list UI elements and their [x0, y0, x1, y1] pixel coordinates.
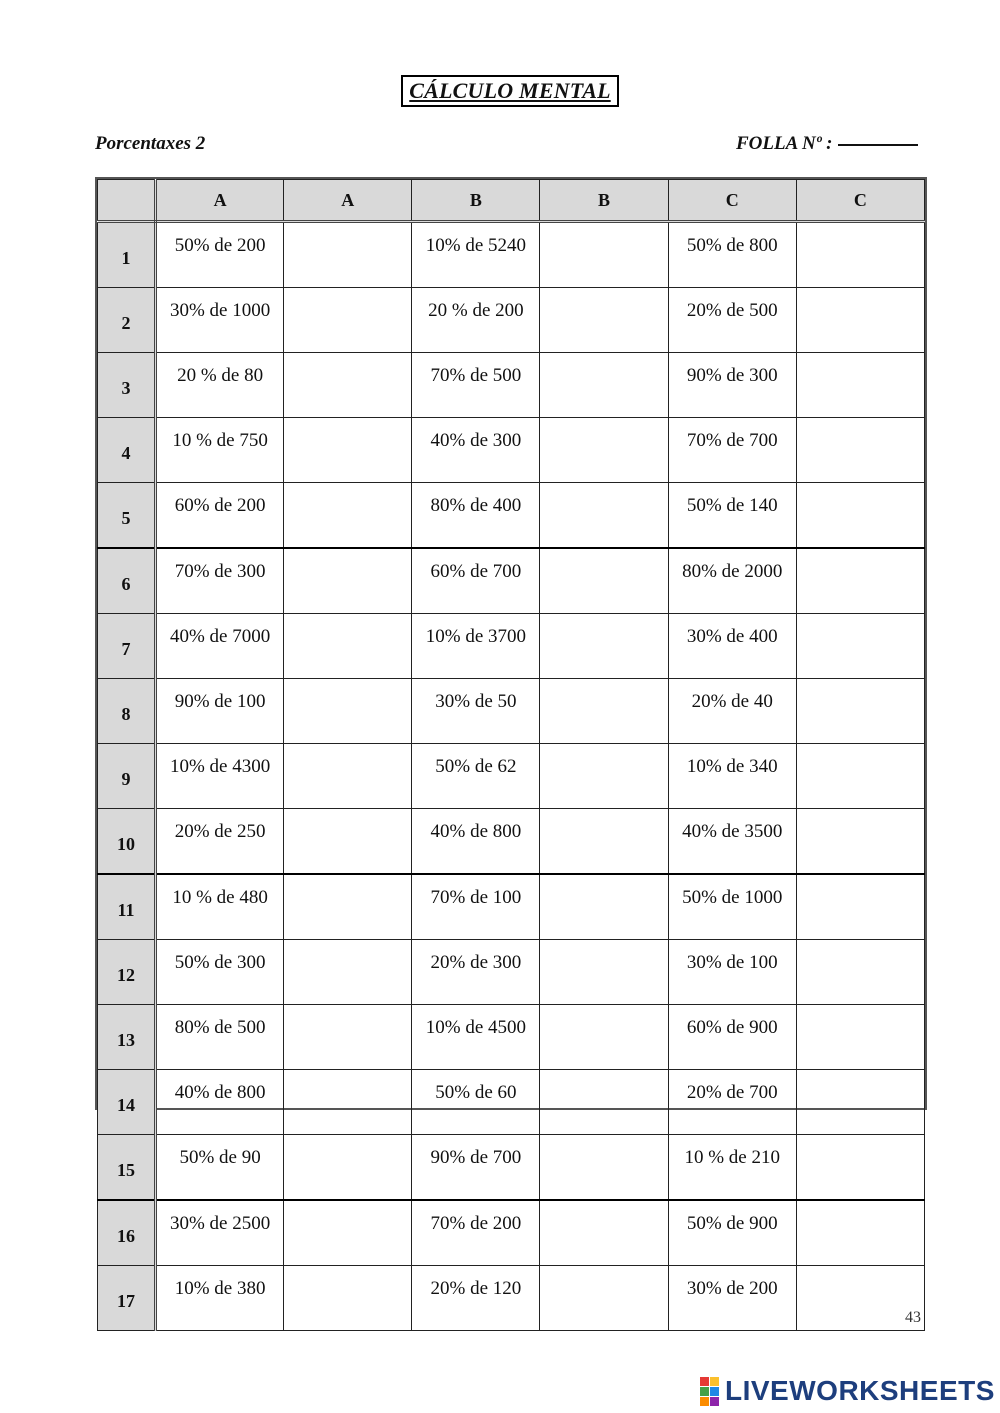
question-cell-a: 30% de 2500 — [156, 1200, 284, 1266]
question-cell-a: 80% de 500 — [156, 1005, 284, 1070]
column-header: B — [412, 180, 540, 222]
answer-cell-a[interactable] — [284, 1266, 412, 1331]
question-cell-a: 50% de 300 — [156, 940, 284, 1005]
answer-cell-b[interactable] — [540, 874, 668, 940]
answer-cell-b[interactable] — [540, 483, 668, 549]
question-cell-a: 10% de 380 — [156, 1266, 284, 1331]
answer-cell-a[interactable] — [284, 418, 412, 483]
question-cell-c: 50% de 900 — [668, 1200, 796, 1266]
logo-block — [700, 1397, 709, 1406]
answer-cell-b[interactable] — [540, 1135, 668, 1201]
table-row — [98, 874, 925, 940]
question-cell-c: 40% de 3500 — [668, 809, 796, 875]
answer-cell-b[interactable] — [540, 418, 668, 483]
exercise-table — [95, 177, 927, 1311]
row-number: 7 — [98, 614, 156, 679]
row-number: 4 — [98, 418, 156, 483]
logo-blocks-icon — [700, 1377, 719, 1406]
question-cell-a: 40% de 800 — [156, 1070, 284, 1135]
answer-cell-c[interactable] — [796, 1005, 924, 1070]
table-row — [98, 1200, 925, 1266]
question-cell-b: 10% de 3700 — [412, 614, 540, 679]
answer-cell-c[interactable] — [796, 1070, 924, 1135]
question-cell-a: 10% de 4300 — [156, 744, 284, 809]
page-number: 43 — [905, 1309, 921, 1326]
question-cell-b: 60% de 700 — [412, 548, 540, 614]
answer-cell-b[interactable] — [540, 940, 668, 1005]
row-number: 1 — [98, 222, 156, 288]
question-cell-c: 50% de 1000 — [668, 874, 796, 940]
table-row — [98, 679, 925, 744]
question-cell-b: 70% de 200 — [412, 1200, 540, 1266]
row-number: 8 — [98, 679, 156, 744]
answer-cell-b[interactable] — [540, 1005, 668, 1070]
answer-cell-c[interactable] — [796, 222, 924, 288]
question-cell-b: 70% de 500 — [412, 353, 540, 418]
answer-cell-b[interactable] — [540, 1266, 668, 1331]
answer-cell-a[interactable] — [284, 548, 412, 614]
sheet-number-blank[interactable] — [838, 144, 918, 146]
row-number: 5 — [98, 483, 156, 549]
row-number: 17 — [98, 1266, 156, 1331]
column-header: C — [668, 180, 796, 222]
logo-text: LIVEWORKSHEETS — [725, 1375, 995, 1406]
question-cell-c: 50% de 140 — [668, 483, 796, 549]
answer-cell-c[interactable] — [796, 679, 924, 744]
question-cell-b: 80% de 400 — [412, 483, 540, 549]
question-cell-a: 50% de 200 — [156, 222, 284, 288]
question-cell-c: 50% de 800 — [668, 222, 796, 288]
table-row — [98, 548, 925, 614]
table-row — [98, 1135, 925, 1201]
table-row — [98, 1266, 925, 1331]
answer-cell-a[interactable] — [284, 744, 412, 809]
table-row — [98, 418, 925, 483]
question-cell-a: 30% de 1000 — [156, 288, 284, 353]
table-header-row — [98, 180, 925, 222]
question-cell-a: 20% de 250 — [156, 809, 284, 875]
worksheet-subtitle: Porcentaxes 2 — [95, 133, 206, 154]
question-cell-c: 60% de 900 — [668, 1005, 796, 1070]
sheet-number-text: FOLLA Nº : — [736, 133, 833, 154]
answer-cell-b[interactable] — [540, 222, 668, 288]
answer-cell-c[interactable] — [796, 1200, 924, 1266]
question-cell-a: 70% de 300 — [156, 548, 284, 614]
answer-cell-c[interactable] — [796, 548, 924, 614]
question-cell-b: 10% de 4500 — [412, 1005, 540, 1070]
question-cell-b: 20% de 300 — [412, 940, 540, 1005]
row-number: 13 — [98, 1005, 156, 1070]
answer-cell-a[interactable] — [284, 222, 412, 288]
question-cell-a: 10 % de 750 — [156, 418, 284, 483]
question-cell-c: 30% de 200 — [668, 1266, 796, 1331]
question-cell-b: 50% de 62 — [412, 744, 540, 809]
answer-cell-b[interactable] — [540, 353, 668, 418]
question-cell-a: 10 % de 480 — [156, 874, 284, 940]
question-cell-c: 30% de 400 — [668, 614, 796, 679]
answer-cell-c[interactable] — [796, 353, 924, 418]
logo-block — [710, 1377, 719, 1386]
answer-cell-a[interactable] — [284, 679, 412, 744]
answer-cell-b[interactable] — [540, 1200, 668, 1266]
table-row — [98, 1005, 925, 1070]
row-number: 10 — [98, 809, 156, 875]
question-cell-c: 70% de 700 — [668, 418, 796, 483]
liveworksheets-logo — [700, 1376, 995, 1406]
answer-cell-b[interactable] — [540, 288, 668, 353]
question-cell-a: 50% de 90 — [156, 1135, 284, 1201]
question-cell-a: 90% de 100 — [156, 679, 284, 744]
table-row — [98, 809, 925, 875]
table-row — [98, 483, 925, 549]
question-cell-b: 40% de 300 — [412, 418, 540, 483]
question-cell-c: 20% de 500 — [668, 288, 796, 353]
page-title: CÁLCULO MENTAL — [409, 78, 611, 103]
answer-cell-a[interactable] — [284, 1135, 412, 1201]
table-row — [98, 614, 925, 679]
table-row — [98, 222, 925, 288]
answer-cell-b[interactable] — [540, 809, 668, 875]
answer-cell-a[interactable] — [284, 1200, 412, 1266]
row-number: 2 — [98, 288, 156, 353]
answer-cell-c[interactable] — [796, 744, 924, 809]
question-cell-b: 20 % de 200 — [412, 288, 540, 353]
column-header: A — [156, 180, 284, 222]
answer-cell-b[interactable] — [540, 548, 668, 614]
table-row — [98, 1070, 925, 1135]
table-row — [98, 940, 925, 1005]
question-cell-a: 40% de 7000 — [156, 614, 284, 679]
answer-cell-a[interactable] — [284, 940, 412, 1005]
logo-block — [700, 1387, 709, 1396]
question-cell-b: 70% de 100 — [412, 874, 540, 940]
answer-cell-a[interactable] — [284, 483, 412, 549]
column-header: C — [796, 180, 924, 222]
question-cell-b: 40% de 800 — [412, 809, 540, 875]
answer-cell-c[interactable] — [796, 809, 924, 875]
question-cell-c: 30% de 100 — [668, 940, 796, 1005]
question-cell-c: 80% de 2000 — [668, 548, 796, 614]
answer-cell-a[interactable] — [284, 809, 412, 875]
answer-cell-c[interactable] — [796, 874, 924, 940]
question-cell-c: 10 % de 210 — [668, 1135, 796, 1201]
answer-cell-b[interactable] — [540, 1070, 668, 1135]
row-number: 3 — [98, 353, 156, 418]
answer-cell-c[interactable] — [796, 940, 924, 1005]
answer-cell-b[interactable] — [540, 614, 668, 679]
table-row — [98, 744, 925, 809]
question-cell-b: 50% de 60 — [412, 1070, 540, 1135]
logo-block — [710, 1397, 719, 1406]
answer-cell-a[interactable] — [284, 288, 412, 353]
answer-cell-b[interactable] — [540, 679, 668, 744]
question-cell-c: 20% de 40 — [668, 679, 796, 744]
table-row — [98, 288, 925, 353]
question-cell-c: 90% de 300 — [668, 353, 796, 418]
answer-cell-a[interactable] — [284, 1005, 412, 1070]
question-cell-a: 60% de 200 — [156, 483, 284, 549]
corner-cell — [98, 180, 156, 222]
row-number: 12 — [98, 940, 156, 1005]
row-number: 11 — [98, 874, 156, 940]
logo-block — [700, 1377, 709, 1386]
logo-block — [710, 1387, 719, 1396]
row-number: 6 — [98, 548, 156, 614]
table-row — [98, 353, 925, 418]
answer-cell-b[interactable] — [540, 744, 668, 809]
column-header: B — [540, 180, 668, 222]
title-box — [401, 75, 619, 107]
question-cell-a: 20 % de 80 — [156, 353, 284, 418]
row-number: 15 — [98, 1135, 156, 1201]
answer-cell-a[interactable] — [284, 353, 412, 418]
question-cell-b: 20% de 120 — [412, 1266, 540, 1331]
question-cell-b: 30% de 50 — [412, 679, 540, 744]
row-number: 14 — [98, 1070, 156, 1135]
answer-cell-c[interactable] — [796, 1135, 924, 1201]
answer-cell-a[interactable] — [284, 1070, 412, 1135]
answer-cell-c[interactable] — [796, 483, 924, 549]
sheet-number-label — [736, 133, 918, 155]
question-cell-b: 90% de 700 — [412, 1135, 540, 1201]
answer-cell-a[interactable] — [284, 614, 412, 679]
question-cell-c: 10% de 340 — [668, 744, 796, 809]
answer-cell-c[interactable] — [796, 288, 924, 353]
answer-cell-c[interactable] — [796, 614, 924, 679]
answer-cell-a[interactable] — [284, 874, 412, 940]
question-cell-c: 20% de 700 — [668, 1070, 796, 1135]
answer-cell-c[interactable] — [796, 418, 924, 483]
row-number: 16 — [98, 1200, 156, 1266]
column-header: A — [284, 180, 412, 222]
row-number: 9 — [98, 744, 156, 809]
question-cell-b: 10% de 5240 — [412, 222, 540, 288]
